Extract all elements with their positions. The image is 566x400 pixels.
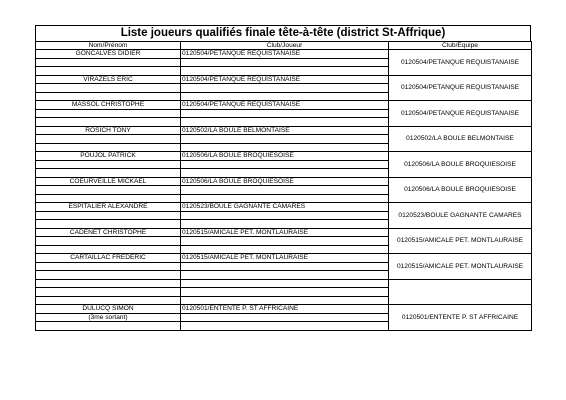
header-row [36, 42, 532, 50]
team-club: 0120504/PETANQUE REQUISTANAISE [389, 75, 532, 101]
empty-cell [181, 186, 389, 195]
team-club: 0120523/BOULE GAGNANTE CAMARES [389, 203, 532, 229]
team-club: 0120515/AMICALE PET. MONTLAURAISE [389, 228, 532, 254]
page-title: Liste joueurs qualifiés finale tête-à-tête (district St-Affrique) [35, 25, 531, 41]
empty-cell [36, 262, 181, 271]
header-club: Club/Joueur [181, 42, 389, 50]
table-row [36, 305, 532, 314]
empty-cell [36, 194, 181, 203]
empty-cell [181, 135, 389, 144]
player-club: 0120501/ENTENTE P. ST AFFRICAINE [181, 305, 389, 314]
table-row [36, 126, 532, 135]
player-name: VIRAZELS ERIC [36, 75, 181, 84]
team-club: 0120515/AMICALE PET. MONTLAURAISE [389, 254, 532, 280]
empty-cell [36, 92, 181, 101]
empty-cell [36, 109, 181, 118]
empty-cell [181, 220, 389, 229]
player-club: 0120523/BOULE GAGNANTE CAMARES [181, 203, 389, 212]
player-name: POUJOL PATRICK [36, 152, 181, 161]
empty-cell [181, 279, 389, 288]
player-name: CADENET CHRISTOPHE [36, 228, 181, 237]
empty-cell [36, 296, 181, 305]
empty-cell [181, 58, 389, 67]
table-row [36, 228, 532, 237]
empty-cell [389, 279, 532, 305]
empty-cell [181, 160, 389, 169]
empty-cell [36, 245, 181, 254]
empty-cell [181, 194, 389, 203]
empty-cell [181, 245, 389, 254]
empty-cell [36, 279, 181, 288]
empty-cell [181, 313, 389, 322]
player-club: 0120504/PETANQUE REQUISTANAISE [181, 50, 389, 59]
table-row [36, 101, 532, 110]
header-nom: Nom/Prénom [36, 42, 181, 50]
empty-cell [181, 262, 389, 271]
empty-cell [36, 169, 181, 178]
table-row [36, 152, 532, 161]
empty-cell [36, 237, 181, 246]
empty-cell [181, 322, 389, 331]
sheet [35, 25, 531, 331]
player-club: 0120502/LA BOULE BELMONTAISE [181, 126, 389, 135]
empty-cell [181, 118, 389, 127]
empty-cell [36, 118, 181, 127]
player-note: (3me sortant) [36, 313, 181, 322]
team-club: 0120501/ENTENTE P. ST AFFRICAINE [389, 305, 532, 331]
team-club: 0120502/LA BOULE BELMONTAISE [389, 126, 532, 152]
player-club: 0120506/LA BOULE BROQUIESOISE [181, 177, 389, 186]
empty-cell [181, 143, 389, 152]
table-row [36, 50, 532, 59]
empty-cell [181, 109, 389, 118]
table-row [36, 75, 532, 84]
team-club: 0120504/PETANQUE REQUISTANAISE [389, 50, 532, 76]
empty-cell [181, 169, 389, 178]
team-club: 0120504/PETANQUE REQUISTANAISE [389, 101, 532, 127]
empty-cell [36, 160, 181, 169]
player-club: 0120515/AMICALE PET. MONTLAURAISE [181, 228, 389, 237]
player-name: CARTAILLAC FREDERIC [36, 254, 181, 263]
empty-cell [36, 67, 181, 76]
team-club: 0120506/LA BOULE BROQUIESOISE [389, 152, 532, 178]
player-name: MASSOL CHRISTOPHE [36, 101, 181, 110]
empty-cell [181, 67, 389, 76]
table-row [36, 203, 532, 212]
empty-cell [181, 84, 389, 93]
empty-cell [181, 211, 389, 220]
players-table [35, 41, 532, 331]
player-club: 0120515/AMICALE PET. MONTLAURAISE [181, 254, 389, 263]
empty-cell [181, 271, 389, 280]
empty-cell [36, 58, 181, 67]
player-club: 0120504/PETANQUE REQUISTANAISE [181, 101, 389, 110]
empty-cell [36, 143, 181, 152]
empty-cell [36, 84, 181, 93]
empty-cell [36, 186, 181, 195]
player-name: ROSICH TONY [36, 126, 181, 135]
empty-cell [181, 296, 389, 305]
player-name: COEURVEILLE MICKAEL [36, 177, 181, 186]
blank-row [36, 279, 532, 288]
empty-cell [36, 288, 181, 297]
empty-cell [36, 135, 181, 144]
empty-cell [181, 237, 389, 246]
empty-cell [36, 322, 181, 331]
table-row [36, 177, 532, 186]
table-row [36, 254, 532, 263]
player-club: 0120506/LA BOULE BROQUIESOISE [181, 152, 389, 161]
header-equipe: Club/Equipe [389, 42, 532, 50]
empty-cell [36, 211, 181, 220]
empty-cell [36, 220, 181, 229]
empty-cell [181, 92, 389, 101]
table-body [36, 50, 532, 331]
player-club: 0120504/PETANQUE REQUISTANAISE [181, 75, 389, 84]
empty-cell [181, 288, 389, 297]
player-name: GONCALVES DIDIER [36, 50, 181, 59]
team-club: 0120506/LA BOULE BROQUIESOISE [389, 177, 532, 203]
empty-cell [36, 271, 181, 280]
player-name: DULUCQ SIMON [36, 305, 181, 314]
player-name: ESPITALIER ALEXANDRE [36, 203, 181, 212]
